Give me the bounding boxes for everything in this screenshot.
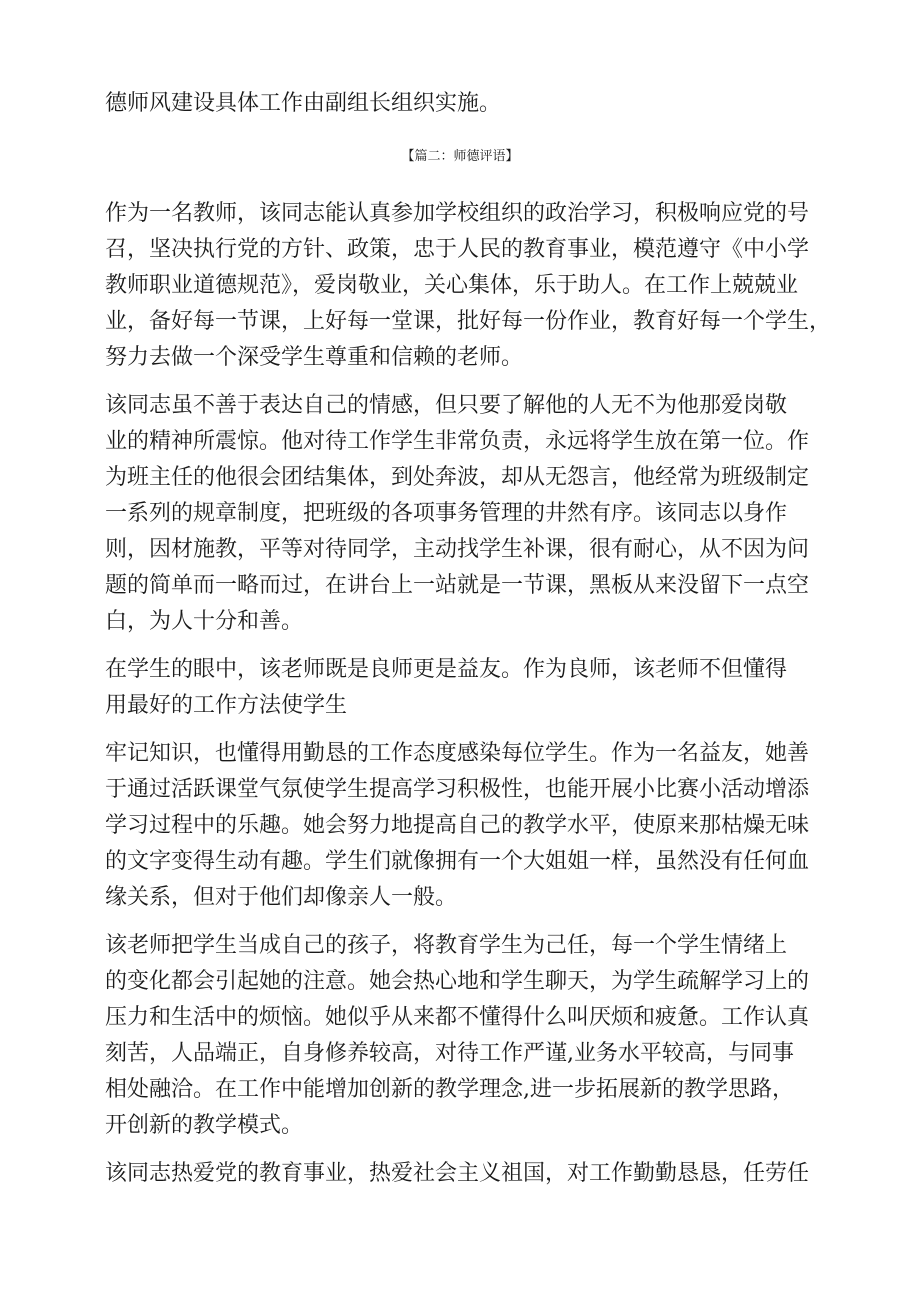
paragraph-line: 该同志虽不善于表达自己的情感，但只要了解他的人无不为他那爱岗敬 [105,393,788,418]
paragraph-line: 该同志热爱党的教育事业，热爱社会主义祖国，对工作勤勤恳恳，任劳任 [105,1161,810,1186]
section-heading: 【篇二：师德评语】 [401,149,519,164]
paragraph-line: 作为一名教师，该同志能认真参加学校组织的政治学习，积极响应党的号 [105,201,810,226]
paragraph-line: 教师职业道德规范》，爱岗敬业，关心集体，乐于助人。在工作上兢兢业 [105,273,799,298]
paragraph-line: 一系列的规章制度，把班级的各项事务管理的井然有序。该同志以身作 [105,501,788,526]
paragraph-line: 业的精神所震惊。他对待工作学生非常负责，永远将学生放在第一位。作 [105,429,810,454]
paragraph-line: 题的简单而一略而过，在讲台上一站就是一节课，黑板从来没留下一点空 [105,573,810,598]
paragraph-line: 白，为人十分和善。 [105,609,304,634]
paragraph-line: 开创新的教学模式。 [105,1113,304,1138]
paragraph-line: 压力和生活中的烦恼。她似乎从来都不懂得什么叫厌烦和疲惫。工作认真 [105,1005,810,1030]
paragraph-line: 召，坚决执行党的方针、政策，忠于人民的教育事业，模范遵守《中小学 [105,237,810,262]
paragraph-line: 学习过程中的乐趣。她会努力地提高自己的教学水平，使原来那枯燥无味 [105,813,810,838]
paragraph-line: 用最好的工作方法使学生 [105,693,348,718]
paragraph-line: 刻苦，人品端正，自身修养较高，对待工作严谨,业务水平较高，与同事 [105,1041,794,1066]
paragraph-line: 于通过活跃课堂气氛使学生提高学习积极性，也能开展小比赛小活动增添 [105,777,810,802]
paragraph-line: 该老师把学生当成自己的孩子，将教育学生为己任，每一个学生情绪上 [105,933,788,958]
paragraph-line: 则，因材施教，平等对待同学，主动找学生补课，很有耐心，从不因为问 [105,537,810,562]
paragraph-line: 在学生的眼中，该老师既是良师更是益友。作为良师，该老师不但懂得 [105,657,788,682]
paragraph-line: 的文字变得生动有趣。学生们就像拥有一个大姐姐一样，虽然没有任何血 [105,849,810,874]
paragraph-line: 努力去做一个深受学生尊重和信赖的老师。 [105,345,524,370]
paragraph-line: 业，备好每一节课，上好每一堂课，批好每一份作业，教育好每一个学生， [105,309,832,334]
intro-line: 德师风建设具体工作由副组长组织实施。 [105,91,502,116]
paragraph-line: 相处融洽。在工作中能增加创新的教学理念,进一步拓展新的教学思路， [105,1077,794,1102]
paragraph-line: 缘关系，但对于他们却像亲人一般。 [105,885,458,910]
paragraph-line: 为班主任的他很会团结集体，到处奔波，却从无怨言，他经常为班级制定 [105,465,810,490]
paragraph-line: 的变化都会引起她的注意。她会热心地和学生聊天，为学生疏解学习上的 [105,969,810,994]
paragraph-line: 牢记知识，也懂得用勤恳的工作态度感染每位学生。作为一名益友，她善 [105,741,810,766]
